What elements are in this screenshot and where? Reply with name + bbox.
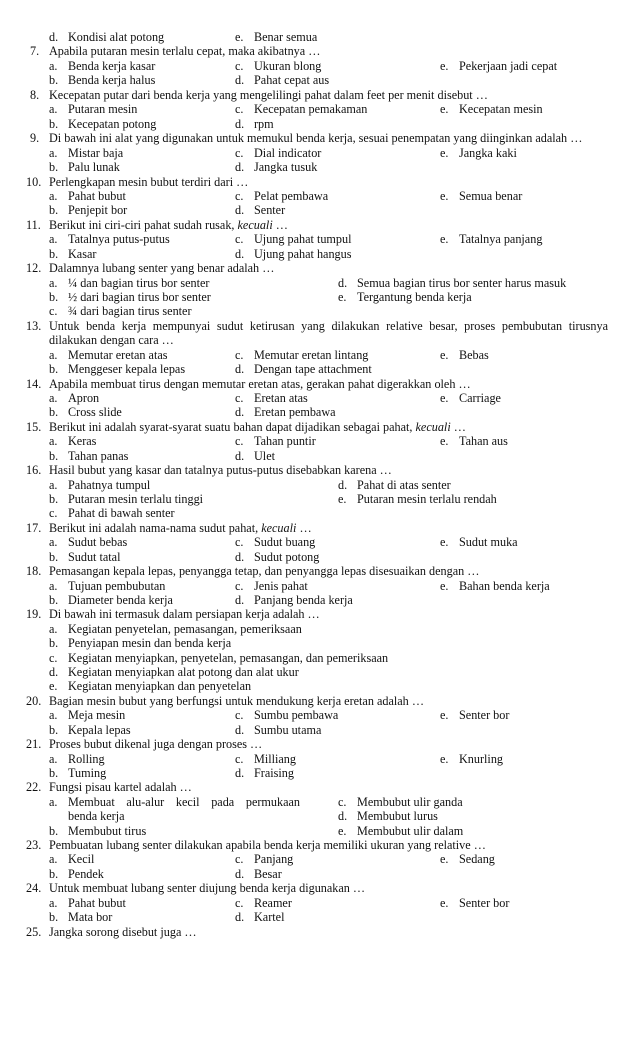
q22-option-b: b. Membubut tirus <box>49 824 147 838</box>
q24-option-e: e. Senter bor <box>440 896 510 910</box>
q20-options-row-1 <box>0 708 638 723</box>
q19-text: Di bawah ini termasuk dalam persiapan kerja adalah … <box>49 607 320 621</box>
q23-option-b: b. Pendek <box>49 867 104 881</box>
q22-number: 22. <box>26 780 42 794</box>
q24-question <box>0 881 638 896</box>
q9-question <box>0 131 638 146</box>
q18-number: 18. <box>26 564 42 578</box>
q23-question <box>0 838 638 853</box>
q15-option-a: a. Keras <box>49 434 97 448</box>
q12-options-row-1 <box>0 276 638 291</box>
q21-number: 21. <box>26 737 42 751</box>
q7-number: 7. <box>30 44 40 58</box>
q16-option-d: d. Pahat di atas senter <box>338 478 451 492</box>
q24-options-row-1 <box>0 896 638 911</box>
q9-options-row-1 <box>0 146 638 161</box>
q7-option-e: e. Pekerjaan jadi cepat <box>440 59 558 73</box>
q22-question <box>0 780 638 795</box>
q21-option-d: d. Fraising <box>235 766 294 780</box>
q15-option-d: d. Ulet <box>235 449 275 463</box>
q15-option-e: e. Tahan aus <box>440 434 508 448</box>
q20-text: Bagian mesin bubut yang berfungsi untuk mendukung kerja eretan adalah … <box>49 694 425 708</box>
q10-number: 10. <box>26 175 42 189</box>
q24-number: 24. <box>26 881 42 895</box>
q24-text: Untuk membuat lubang senter diujung benda kerja digunakan … <box>49 881 366 895</box>
q8-option-c: c. Kecepatan pemakaman <box>235 102 368 116</box>
q17-text: Berikut ini adalah nama-nama sudut pahat, kecuali … <box>49 521 312 535</box>
q14-options-row-1 <box>0 391 638 406</box>
q15-number: 15. <box>26 420 42 434</box>
q14-number: 14. <box>26 377 42 391</box>
q23-options-row-2 <box>0 867 638 882</box>
q8-text: Kecepatan putar dari benda kerja yang mengelilingi pahat dalam feet per menit disebut … <box>49 88 488 102</box>
q6-option-d: d. Kondisi alat potong <box>49 30 165 44</box>
q11-option-d: d. Ujung pahat hangus <box>235 247 352 261</box>
q23-option-e: e. Sedang <box>440 852 495 866</box>
q22-options-row-1 <box>0 795 638 810</box>
q18-option-a: a. Tujuan pembubutan <box>49 579 166 593</box>
q17-options-row-1 <box>0 535 638 550</box>
q16-options-row-1 <box>0 478 638 493</box>
q20-options-row-2 <box>0 723 638 738</box>
q20-number: 20. <box>26 694 42 708</box>
q19-number: 19. <box>26 607 42 621</box>
q9-option-b: b. Palu lunak <box>49 160 120 174</box>
q14-options-row-2 <box>0 405 638 420</box>
q13-option-b: b. Menggeser kepala lepas <box>49 362 186 376</box>
q7-options-row-2 <box>0 73 638 88</box>
q18-options-row-1 <box>0 579 638 594</box>
q24-options-row-2 <box>0 910 638 925</box>
q19-option-b: b. Penyiapan mesin dan benda kerja <box>49 636 232 650</box>
q21-text: Proses bubut dikenal juga dengan proses … <box>49 737 263 751</box>
q16-option-c: c. Pahat di bawah senter <box>49 506 175 520</box>
q14-option-b: b. Cross slide <box>49 405 122 419</box>
q24-option-d: d. Kartel <box>235 910 285 924</box>
q12-text: Dalamnya lubang senter yang benar adalah … <box>49 261 275 275</box>
q18-question <box>0 564 638 579</box>
q8-number: 8. <box>30 88 40 102</box>
q10-option-e: e. Semua benar <box>440 189 523 203</box>
q11-option-e: e. Tatalnya panjang <box>440 232 543 246</box>
q23-option-a: a. Kecil <box>49 852 95 866</box>
q9-option-a: a. Mistar baja <box>49 146 124 160</box>
q13-text-line-2: dilakukan dengan cara … <box>49 333 174 347</box>
q14-option-a: a. Apron <box>49 391 100 405</box>
q12-option-d: d. Semua bagian tirus bor senter harus masuk <box>338 276 567 290</box>
q22-option-a: a. Membuat alu-alur kecil pada permukaan <box>49 795 300 809</box>
q20-option-d: d. Sumbu utama <box>235 723 322 737</box>
q18-option-d: d. Panjang benda kerja <box>235 593 353 607</box>
q14-option-e: e. Carriage <box>440 391 501 405</box>
q16-options-row-3 <box>0 506 638 521</box>
q9-option-d: d. Jangka tusuk <box>235 160 318 174</box>
q13-option-e: e. Bebas <box>440 348 489 362</box>
q11-number: 11. <box>26 218 41 232</box>
q11-options-row-2 <box>0 247 638 262</box>
q16-number: 16. <box>26 463 42 477</box>
q11-text: Berikut ini ciri-ciri pahat sudah rusak, kecuali … <box>49 218 288 232</box>
q16-options-row-2 <box>0 492 638 507</box>
q14-text: Apabila membuat tirus dengan memutar eretan atas, gerakan pahat digerakkan oleh … <box>49 377 471 391</box>
q25-question <box>0 925 638 940</box>
q17-option-b: b. Sudut tatal <box>49 550 121 564</box>
q20-option-b: b. Kepala lepas <box>49 723 131 737</box>
q15-option-c: c. Tahan puntir <box>235 434 316 448</box>
q15-options-row-1 <box>0 434 638 449</box>
q23-options-row-1 <box>0 852 638 867</box>
q16-text: Hasil bubut yang kasar dan tatalnya putus-putus disebabkan karena … <box>49 463 392 477</box>
q10-text: Perlengkapan mesin bubut terdiri dari … <box>49 175 249 189</box>
q18-text: Pemasangan kepala lepas, penyangga tetap, dan penyangga lepas disesuaikan dengan … <box>49 564 480 578</box>
q24-option-c: c. Reamer <box>235 896 292 910</box>
q12-option-e: e. Tergantung benda kerja <box>338 290 472 304</box>
q7-question <box>0 44 638 59</box>
q15-text: Berikut ini adalah syarat-syarat suatu bahan dapat dijadikan sebagai pahat, kecuali … <box>49 420 466 434</box>
q10-question <box>0 175 638 190</box>
q15-options-row-2 <box>0 449 638 464</box>
q21-option-b: b. Tuming <box>49 766 107 780</box>
q13-question-cont <box>0 333 638 348</box>
q19-option-d: d. Kegiatan menyiapkan alat potong dan alat ukur <box>49 665 299 679</box>
q11-options-row-1 <box>0 232 638 247</box>
q23-text: Pembuatan lubang senter dilakukan apabila benda kerja memiliki ukuran yang relative … <box>49 838 486 852</box>
q15-question <box>0 420 638 435</box>
q13-option-d: d. Dengan tape attachment <box>235 362 372 376</box>
q10-option-d: d. Senter <box>235 203 286 217</box>
q23-option-c: c. Panjang <box>235 852 294 866</box>
q16-option-b: b. Putaran mesin terlalu tinggi <box>49 492 204 506</box>
q16-option-a: a. Pahatnya tumpul <box>49 478 151 492</box>
q9-number: 9. <box>30 131 40 145</box>
q8-options-row-2 <box>0 117 638 132</box>
q13-options-row-2 <box>0 362 638 377</box>
q17-options-row-2 <box>0 550 638 565</box>
q18-option-b: b. Diameter benda kerja <box>49 593 173 607</box>
q14-option-d: d. Eretan pembawa <box>235 405 336 419</box>
q12-options-row-3 <box>0 304 638 319</box>
q11-option-a: a. Tatalnya putus-putus <box>49 232 170 246</box>
q10-option-c: c. Pelat pembawa <box>235 189 329 203</box>
q16-question <box>0 463 638 478</box>
q12-options-row-2 <box>0 290 638 305</box>
q11-question <box>0 218 638 233</box>
q19-option-a: a. Kegiatan penyetelan, pemasangan, pemeriksaan <box>49 622 302 636</box>
q17-option-c: c. Sudut buang <box>235 535 316 549</box>
q19-option-c: c. Kegiatan menyiapkan, penyetelan, pemasangan, dan pemeriksaan <box>49 651 389 665</box>
q10-option-b: b. Penjepit bor <box>49 203 128 217</box>
q9-options-row-2 <box>0 160 638 175</box>
q13-text-line-1: Untuk benda kerja mempunyai sudut ketirusan yang dilakukan relative besar, proses pembubutan tirusnya <box>49 319 608 333</box>
q6-options-row <box>0 30 638 45</box>
q25-number: 25. <box>26 925 42 939</box>
q14-question <box>0 377 638 392</box>
q17-option-d: d. Sudut potong <box>235 550 320 564</box>
q20-option-e: e. Senter bor <box>440 708 510 722</box>
q10-options-row-2 <box>0 203 638 218</box>
q13-option-a: a. Memutar eretan atas <box>49 348 168 362</box>
q12-question <box>0 261 638 276</box>
q24-option-b: b. Mata bor <box>49 910 113 924</box>
q10-option-a: a. Pahat bubut <box>49 189 126 203</box>
q19-option-e: e. Kegiatan menyiapkan dan penyetelan <box>49 679 252 693</box>
q21-option-e: e. Knurling <box>440 752 504 766</box>
q21-options-row-1 <box>0 752 638 767</box>
q13-number: 13. <box>26 319 42 333</box>
q22-options-row-2 <box>0 809 638 824</box>
q20-question <box>0 694 638 709</box>
q16-option-e: e. Putaran mesin terlalu rendah <box>338 492 497 506</box>
q20-option-a: a. Meja mesin <box>49 708 126 722</box>
q21-options-row-2 <box>0 766 638 781</box>
q25-text: Jangka sorong disebut juga … <box>49 925 197 939</box>
q11-option-c: c. Ujung pahat tumpul <box>235 232 352 246</box>
q13-option-c: c. Memutar eretan lintang <box>235 348 369 362</box>
q20-option-c: c. Sumbu pembawa <box>235 708 339 722</box>
q21-question <box>0 737 638 752</box>
q22-option-e: e. Membubut ulir dalam <box>338 824 464 838</box>
q12-option-b: b. ½ dari bagian tirus bor senter <box>49 290 211 304</box>
q18-options-row-2 <box>0 593 638 608</box>
q18-option-e: e. Bahan benda kerja <box>440 579 550 593</box>
q12-option-c: c. ¾ dari bagian tirus senter <box>49 304 192 318</box>
q11-option-b: b. Kasar <box>49 247 97 261</box>
q21-option-a: a. Rolling <box>49 752 105 766</box>
q17-option-e: e. Sudut muka <box>440 535 518 549</box>
q13-options-row-1 <box>0 348 638 363</box>
q7-option-a: a. Benda kerja kasar <box>49 59 156 73</box>
q22-option-c: c. Membubut ulir ganda <box>338 795 463 809</box>
q24-option-a: a. Pahat bubut <box>49 896 126 910</box>
q13-question <box>0 319 638 334</box>
q8-options-row-1 <box>0 102 638 117</box>
q8-option-e: e. Kecepatan mesin <box>440 102 543 116</box>
q21-option-c: c. Milliang <box>235 752 296 766</box>
q17-option-a: a. Sudut bebas <box>49 535 128 549</box>
q7-option-d: d. Pahat cepat aus <box>235 73 330 87</box>
q7-option-b: b. Benda kerja halus <box>49 73 156 87</box>
q10-options-row-1 <box>0 189 638 204</box>
q8-option-d: d. rpm <box>235 117 274 131</box>
q8-option-a: a. Putaran mesin <box>49 102 138 116</box>
q23-number: 23. <box>26 838 42 852</box>
q9-text: Di bawah ini alat yang digunakan untuk memukul benda kerja, sesuai penempatan yang diinginkan adalah … <box>49 131 583 145</box>
q17-question <box>0 521 638 536</box>
q12-number: 12. <box>26 261 42 275</box>
q6-option-e: e. Benar semua <box>235 30 318 44</box>
q22-option-d: d. Membubut lurus <box>338 809 438 823</box>
q7-option-c: c. Ukuran blong <box>235 59 322 73</box>
q19-question <box>0 607 638 622</box>
q8-question <box>0 88 638 103</box>
q17-number: 17. <box>26 521 42 535</box>
q12-option-a: a. ¼ dan bagian tirus bor senter <box>49 276 210 290</box>
q8-option-b: b. Kecepatan potong <box>49 117 157 131</box>
q7-options-row-1 <box>0 59 638 74</box>
q22-text: Fungsi pisau kartel adalah … <box>49 780 192 794</box>
q14-option-c: c. Eretan atas <box>235 391 308 405</box>
q23-option-d: d. Besar <box>235 867 282 881</box>
q15-option-b: b. Tahan panas <box>49 449 129 463</box>
q9-option-c: c. Dial indicator <box>235 146 322 160</box>
q22-option-a-cont: benda kerja <box>68 809 125 823</box>
q9-option-e: e. Jangka kaki <box>440 146 517 160</box>
q18-option-c: c. Jenis pahat <box>235 579 308 593</box>
q22-options-row-3 <box>0 824 638 839</box>
q7-text: Apabila putaran mesin terlalu cepat, maka akibatnya … <box>49 44 321 58</box>
